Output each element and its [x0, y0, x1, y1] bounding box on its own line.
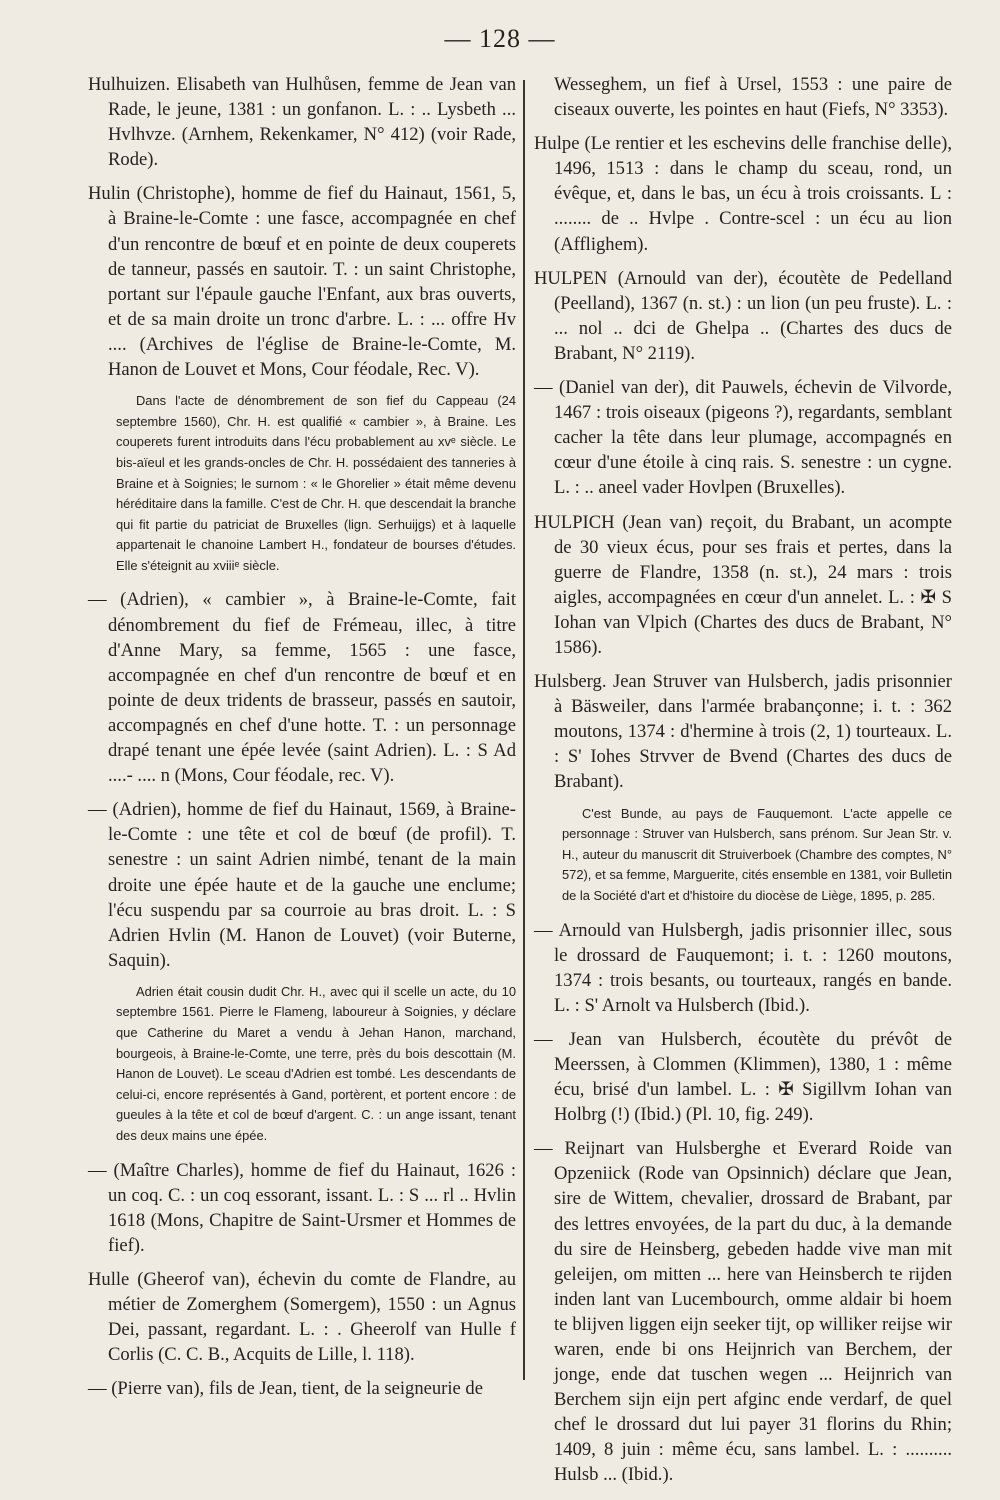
footnote-paragraph: Adrien était cousin dudit Chr. H., avec qui il scelle un acte, du 10 septembre 1561. Pierre le Flameng, laboureur à Soignies, y déclare que Catherine du Maret a vendu à Jehan Hanon, marchand, bourgeois, à Braine-le-Comte, une terre, près du bois descottain (M. Hanon de Louvet). Le sceau d'Adrien est tombé. Les descendants de celui-ci, encore représentés à Gand, portèrent, et portent encore : de gueules à la tête et col de bœuf d'argent. C. : un ange issant, tenant des deux mains une épée. — [116, 983, 516, 1144]
entry-paragraph: — (Adrien), « cambier », à Braine-le-Comte, fait dénombrement du fief de Frémeau, illec, à titre d'Anne Mary, sa femme, 1565 : une fasce, accompagnée en chef d'un rencontre de bœuf et en pointe de deux tridents de brasseur, passés en sautoir, accompagnés en chef d'une hotte. T. : un personnage drapé tenant une épée levée (saint Adrien). L. : S Ad ....- .... n (Mons, Cour féodale, rec. V). — [88, 589, 516, 787]
left-column — [88, 72, 516, 1410]
footnote-paragraph: Dans l'acte de dénombrement de son fief du Cappeau (24 septembre 1560), Chr. H. est qualifié « cambier », à Braine. Les couperets furent introduits dans l'écu probablement au xvᵉ siècle. Le bis-aïeul et les grands-oncles de Chr. H. possédaient des tanneries à Braine et à Soignies; le surnom : « le Ghorelier » était même devenu héréditaire dans la famille. C'est de Chr. H. que descendait la branche qui fit partie du patriciat de Bruxelles (lign. Serhuijgs) et à laquelle appartenait le chanoine Lambert H., fondateur de bourses d'études. Elle s'éteignit au xviiiᵉ siècle. — [116, 393, 516, 573]
footnote-paragraph: C'est Bunde, au pays de Fauquemont. L'acte appelle ce personnage : Struver van Hulsberch, sans prénom. Sur Jean Str. v. H., auteur du manuscrit dit Struiverboek (Chambre des comptes, N° 572), et sa femme, Marguerite, cités ensemble en 1381, voir Bulletin de la Société d'art et d'histoire du diocèse de Liège, 1895, p. 285. — [562, 805, 952, 903]
entry-paragraph: HULPEN (Arnould van der), écoutète de Pedelland (Peelland), 1367 (n. st.) : un lion (un peu fruste). L. : ... nol .. dci de Ghelpa .. (Chartes des ducs de Brabant, N° 2119). — [534, 267, 952, 364]
entry-paragraph: Hulpe (Le rentier et les eschevins delle franchise delle), 1496, 1513 : dans le champ du sceau, rond, un évêque, et, dans le bas, un écu à trois croissants. L : ........ de .. Hvlpe . Contre-scel : un écu au lion (Afflighem). — [534, 133, 952, 255]
entry-paragraph: Hulle (Gheerof van), échevin du comte de Flandre, au métier de Zomerghem (Somergem), 1550 : un Agnus Dei, passant, regardant. L. : . Gheerolf van Hulle f Corlis (C. C. B., Acquits de Lille, l. 118). — [88, 1269, 516, 1366]
right-column — [534, 72, 952, 1497]
entry-paragraph: — (Maître Charles), homme de fief du Hainaut, 1626 : un coq. C. : un coq essorant, issant. L. : S ... rl .. Hvlin 1618 (Mons, Chapitre de Saint-Ursmer et Hommes de fief). — [88, 1159, 516, 1256]
page-number: — 128 — — [444, 24, 556, 53]
column-divider — [523, 80, 525, 1380]
entry-paragraph: — (Pierre van), fils de Jean, tient, de la seigneurie de — [88, 1378, 483, 1400]
entry-paragraph: Hulin (Christophe), homme de fief du Hainaut, 1561, 5, à Braine-le-Comte : une fasce, accompagnée en chef d'un rencontre de bœuf et en pointe de deux couperets de tanneur, passés en sautoir. T. : un saint Christophe, portant sur l'épaule gauche l'Enfant, aux bras ouverts, et de sa main droite un tronc d'arbre. L. : ... offre Hv .... (Archives de l'église de Braine-le-Comte, M. Hanon de Louvet et Mons, Cour féodale, Rec. V). — [88, 183, 516, 381]
entry-paragraph: HULPICH (Jean van) reçoit, du Brabant, un acompte de 30 vieux écus, pour ses frais et pertes, dans la guerre de Flandre, 1358 (n. st.), 24 mars : trois aigles, accompagnées en cœur d'un annelet. L. : ✠ S Iohan van Vlpich (Chartes des ducs de Brabant, N° 1586). — [534, 511, 952, 658]
entry-paragraph: — Arnould van Hulsbergh, jadis prisonnier illec, sous le drossard de Fauquemont; i. t. : 1260 moutons, 1374 : trois besants, ou tourteaux, rangés en bande. L. : S' Arnolt va Hulsberch (Ibid.). — [534, 919, 952, 1016]
entry-paragraph: Hulhuizen. Elisabeth van Hulhůsen, femme de Jean van Rade, le jeune, 1381 : un gonfanon. L. : .. Lysbeth ... Hvlhvze. (Arnhem, Rekenkamer, N° 412) (voir Rade, Rode). — [88, 74, 516, 171]
entry-paragraph: — Jean van Hulsberch, écoutète du prévôt de Meerssen, à Clommen (Klimmen), 1380, 1 : même écu, brisé d'un lambel. L. : ✠ Sigillvm Iohan van Holbrg (!) (Ibid.) (Pl. 10, fig. 249). — [534, 1028, 952, 1126]
entry-paragraph: Hulsberg. Jean Struver van Hulsberch, jadis prisonnier à Bäsweiler, dans l'armée brabançonne; i. t. : 362 moutons, 1374 : d'hermine à trois (2, 1) tourteaux. L. : S' Iohes Strvver de Bvend (Chartes des ducs de Brabant). — [534, 671, 952, 793]
entry-paragraph: — (Daniel van der), dit Pauwels, échevin de Vilvorde, 1467 : trois oiseaux (pigeons ?), regardants, semblant cacher la tête dans leur plumage, accompagnés en cœur d'une étoile à cinq rais. S. senestre : un cygne. L. : .. aneel vader Hovlpen (Bruxelles). — [534, 377, 952, 499]
entry-paragraph: Wesseghem, un fief à Ursel, 1553 : une paire de ciseaux ouverte, les pointes en haut (Fiefs, N° 3353). — [554, 74, 952, 121]
entry-paragraph: — Reijnart van Hulsberghe et Everard Roide van Opzeniick (Rode van Opsinnich) déclare que Jean, sire de Wittem, chevalier, drossard de Brabant, par des lettres envoyées, de la part du duc, à la demande du sire de Heinsberg, gebeden hadde vive man mit geleijen, om mitten ... here van Heinsberch te rijden inden lant van Lucembourch, omme aldair bi hoem te blijven liggen eijn seeker tijt, op williker reijse wir waren, ende bi ons Heijnrich van Berchem, der jonge, ende dat tuschen wegen ... Heijnrich van Berchem sijn eijn pert afginc ende verdarf, de quel chef le drossard dut lui payer 31 florins du Rhin; 1409, 8 juin : même écu, sans lambel. L. : .......... Hulsb ... (Ibid.). — [534, 1138, 952, 1486]
entry-paragraph: — (Adrien), homme de fief du Hainaut, 1569, à Braine-le-Comte : une tête et col de bœuf (de profil). T. senestre : un saint Adrien nimbé, tenant de la main droite une épée haute et de la gauche une enclume; l'écu suspendu par sa courroie au bras droit. L. : S Adrien Hvlin (M. Hanon de Louvet) (voir Buterne, Saquin). — [88, 799, 516, 971]
